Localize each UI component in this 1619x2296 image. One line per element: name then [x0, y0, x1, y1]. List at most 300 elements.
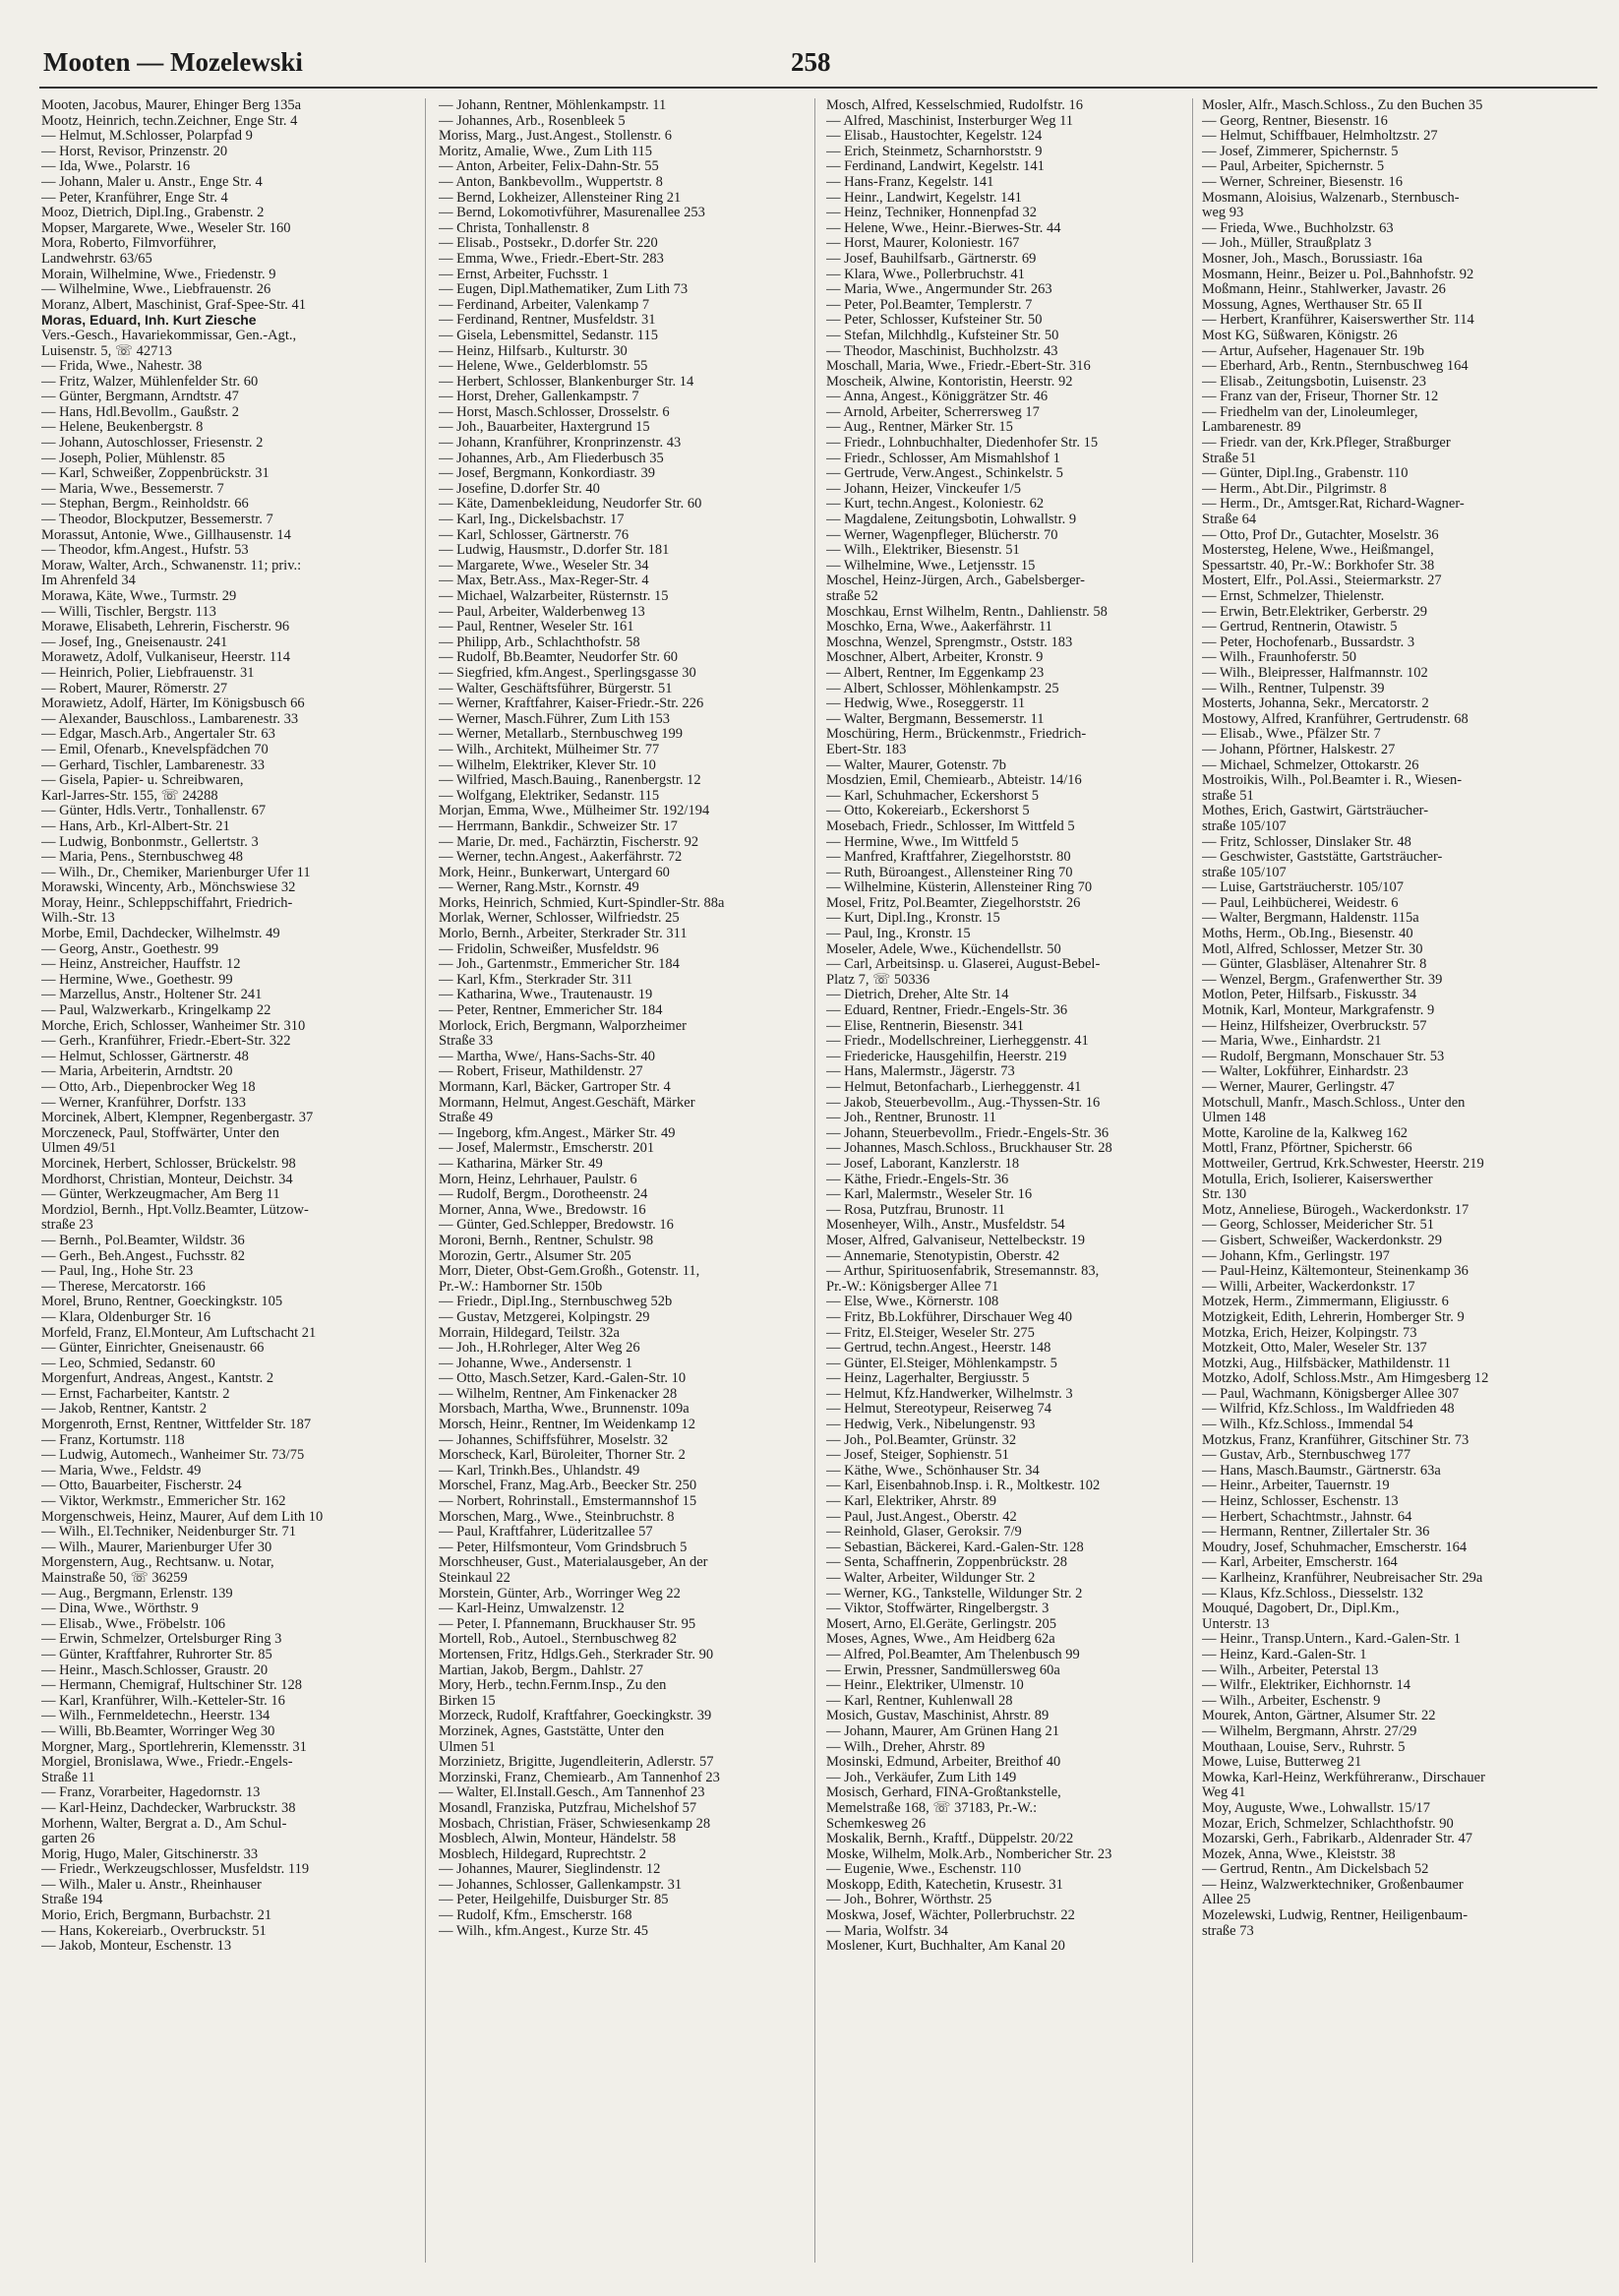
directory-entry: — Margarete, Wwe., Weseler Str. 34 [439, 557, 649, 574]
directory-entry: — Horst, Revisor, Prinzenstr. 20 [41, 143, 228, 159]
directory-entry: Morzeck, Rudolf, Kraftfahrer, Goeckingkstr. 39 [439, 1708, 712, 1724]
directory-entry: Mosenheyer, Wilh., Anstr., Musfeldstr. 54 [826, 1217, 1065, 1234]
directory-entry: — Carl, Arbeitsinsp. u. Glaserei, August-Bebel- [826, 956, 1101, 973]
directory-entry: — Josef, Zimmerer, Spichernstr. 5 [1202, 143, 1399, 159]
directory-entry: Morgiel, Bronislawa, Wwe., Friedr.-Engels- [41, 1754, 293, 1771]
directory-entry: — Franz van der, Friseur, Thorner Str. 12 [1202, 389, 1439, 405]
directory-entry: — Günter, El.Steiger, Möhlenkampstr. 5 [826, 1355, 1057, 1371]
directory-entry: Moritz, Amalie, Wwe., Zum Lith 115 [439, 143, 653, 159]
directory-entry: Straße 64 [1202, 512, 1257, 528]
directory-entry: Moray, Heinr., Schleppschiffahrt, Friedrich- [41, 894, 293, 911]
directory-entry: — Herm., Dr., Amtsger.Rat, Richard-Wagner- [1202, 496, 1465, 513]
directory-entry: — Joh., Rentner, Brunostr. 11 [826, 1110, 996, 1126]
directory-entry: — Wilh., Architekt, Mülheimer Str. 77 [439, 741, 660, 757]
directory-entry: straße 105/107 [1202, 864, 1287, 880]
directory-entry: — Helmut, Schlosser, Gärtnerstr. 48 [41, 1048, 249, 1064]
directory-entry: Mooz, Dietrich, Dipl.Ing., Grabenstr. 2 [41, 205, 265, 221]
directory-entry: Birken 15 [439, 1692, 496, 1709]
directory-entry: — Rudolf, Bb.Beamter, Neudorfer Str. 60 [439, 649, 679, 666]
column-2 [439, 98, 818, 1939]
directory-entry: Morgenfurt, Andreas, Angest., Kantstr. 2 [41, 1370, 274, 1387]
directory-entry: — Hans, Masch.Baumstr., Gärtnerstr. 63a [1202, 1462, 1441, 1479]
column-divider [425, 98, 426, 2263]
directory-entry: — Wilh., Rentner, Tulpenstr. 39 [1202, 680, 1385, 696]
directory-entry: — Franz, Kortumstr. 118 [41, 1431, 185, 1448]
directory-entry: Morschen, Marg., Wwe., Steinbruchstr. 8 [439, 1508, 675, 1525]
directory-entry: Mossung, Agnes, Werthauser Str. 65 II [1202, 296, 1423, 313]
directory-entry: — Manfred, Kraftfahrer, Ziegelhorststr. 80 [826, 849, 1071, 866]
directory-entry: — Paul, Ing., Hohe Str. 23 [41, 1263, 194, 1280]
directory-entry: — Theodor, Maschinist, Buchholzstr. 43 [826, 342, 1058, 359]
directory-entry: — Wilhelmine, Wwe., Letjensstr. 15 [826, 557, 1036, 574]
directory-entry: — Karl, Schuhmacher, Eckershorst 5 [826, 787, 1040, 804]
directory-entry: — Werner, Maurer, Gerlingstr. 47 [1202, 1079, 1395, 1095]
directory-entry: Moschko, Erna, Wwe., Aakerfährstr. 11 [826, 619, 1052, 635]
directory-entry: Morjan, Emma, Wwe., Mülheimer Str. 192/194 [439, 803, 710, 819]
directory-entry: Mosich, Gustav, Maschinist, Ahrstr. 89 [826, 1708, 1049, 1724]
directory-entry: — Peter, Kranführer, Enge Str. 4 [41, 189, 228, 206]
directory-entry: Martian, Jakob, Bergm., Dahlstr. 27 [439, 1662, 643, 1678]
directory-entry: Morrain, Hildegard, Teilstr. 32a [439, 1324, 620, 1341]
directory-entry: — Peter, Hilfsmonteur, Vom Grindsbruch 5 [439, 1539, 688, 1555]
directory-entry: — Therese, Mercatorstr. 166 [41, 1278, 206, 1295]
directory-entry: Schemkesweg 26 [826, 1815, 927, 1832]
directory-entry: — Hans-Franz, Kegelstr. 141 [826, 173, 994, 190]
directory-entry: — Maria, Wolfstr. 34 [826, 1922, 948, 1939]
directory-entry: — Günter, Bergmann, Arndtstr. 47 [41, 389, 239, 405]
directory-entry: — Wilh., El.Techniker, Neidenburger Str. 71 [41, 1524, 297, 1541]
directory-entry: — Walter, Lokführer, Einhardstr. 23 [1202, 1063, 1409, 1080]
directory-entry: Ebert-Str. 183 [826, 741, 907, 757]
directory-entry: — Ludwig, Bonbonmstr., Gellertstr. 3 [41, 833, 259, 850]
directory-entry: — Karl-Heinz, Dachdecker, Warbruckstr. 38 [41, 1799, 296, 1816]
directory-entry: — Ferdinand, Rentner, Musfeldstr. 31 [439, 312, 656, 329]
directory-entry: — Johann, Maurer, Am Grünen Hang 21 [826, 1722, 1060, 1739]
directory-entry: — Käte, Damenbekleidung, Neudorfer Str. 60 [439, 496, 702, 513]
directory-entry: — Dietrich, Dreher, Alte Str. 14 [826, 987, 1009, 1003]
directory-entry: — Ludwig, Hausmstr., D.dorfer Str. 181 [439, 542, 670, 559]
directory-entry: — Klaus, Kfz.Schloss., Diesselstr. 132 [1202, 1585, 1424, 1601]
directory-entry: — Horst, Dreher, Gallenkampstr. 7 [439, 389, 639, 405]
directory-entry: Spessartstr. 40, Pr.-W.: Borkhofer Str. 38 [1202, 557, 1435, 574]
directory-entry: garten 26 [41, 1831, 95, 1847]
directory-entry: Moskwa, Josef, Wächter, Pollerbruchstr. 22 [826, 1907, 1075, 1924]
directory-entry: — Wilh., Kfz.Schloss., Immendal 54 [1202, 1417, 1413, 1433]
directory-entry: Vers.-Gesch., Havariekommissar, Gen.-Agt., [41, 327, 297, 343]
directory-entry: Mora, Roberto, Filmvorführer, [41, 235, 216, 252]
directory-entry: — Hermine, Wwe., Goethestr. 99 [41, 971, 233, 988]
directory-entry: — Ingeborg, kfm.Angest., Märker Str. 49 [439, 1124, 676, 1141]
directory-entry: Morner, Anna, Wwe., Bredowstr. 16 [439, 1201, 646, 1218]
directory-entry: — Paul, Arbeiter, Walderbenweg 13 [439, 603, 645, 620]
directory-entry: — Paul, Ing., Kronstr. 15 [826, 926, 971, 942]
directory-entry: — Norbert, Rohrinstall., Emstermannshof 15 [439, 1493, 697, 1510]
directory-entry: — Johannes, Maurer, Sieglindenstr. 12 [439, 1861, 661, 1878]
directory-entry: — Joh., Bauarbeiter, Haxtergrund 15 [439, 419, 650, 436]
directory-entry: Mosmann, Heinr., Beizer u. Pol.,Bahnhofstr. 92 [1202, 266, 1474, 282]
directory-entry: — Erwin, Pressner, Sandmüllersweg 60a [826, 1662, 1060, 1678]
directory-entry: — Theodor, Blockputzer, Bessemerstr. 7 [41, 512, 273, 528]
directory-entry: — Theodor, kfm.Angest., Hufstr. 53 [41, 542, 249, 559]
directory-entry: — Wilhelm, Elektriker, Klever Str. 10 [439, 756, 656, 773]
directory-entry: Moskopp, Edith, Katechetin, Krusestr. 31 [826, 1876, 1063, 1893]
directory-entry: — Wilhelm, Bergmann, Ahrstr. 27/29 [1202, 1722, 1417, 1739]
directory-entry: — Gustav, Metzgerei, Kolpingstr. 29 [439, 1308, 650, 1325]
directory-entry: Morscheck, Karl, Büroleiter, Thorner Str. 2 [439, 1447, 686, 1464]
directory-entry: Moudry, Josef, Schuhmacher, Emscherstr. 164 [1202, 1539, 1468, 1555]
directory-entry: — Hermann, Chemigraf, Hultschiner Str. 128 [41, 1677, 302, 1694]
directory-entry: — Erich, Steinmetz, Scharnhorststr. 9 [826, 143, 1043, 159]
directory-entry: Steinkaul 22 [439, 1570, 510, 1586]
directory-entry: Mosisch, Gerhard, FINA-Großtankstelle, [826, 1784, 1061, 1801]
directory-entry: — Gertrude, Verw.Angest., Schinkelstr. 5 [826, 465, 1063, 482]
directory-entry: Motte, Karoline de la, Kalkweg 162 [1202, 1124, 1408, 1141]
directory-entry: Mosandl, Franziska, Putzfrau, Michelshof 57 [439, 1799, 697, 1816]
directory-entry: Mosel, Fritz, Pol.Beamter, Ziegelhorststr. 26 [826, 894, 1081, 911]
directory-entry: — Kurt, techn.Angest., Koloniestr. 62 [826, 496, 1045, 513]
directory-entry: — Johann, Steuerbevollm., Friedr.-Engels-Str. 36 [826, 1124, 1109, 1141]
directory-entry: Mostert, Elfr., Pol.Assi., Steiermarkstr. 27 [1202, 573, 1442, 589]
directory-entry: Motzkeit, Otto, Maler, Weseler Str. 137 [1202, 1340, 1427, 1357]
directory-entry: Motz, Anneliese, Bürogeh., Wackerdonkstr. 17 [1202, 1201, 1469, 1218]
directory-entry: — Paul, Walzwerkarb., Kringelkamp 22 [41, 1002, 271, 1019]
directory-entry: — Werner, Schreiner, Biesenstr. 16 [1202, 173, 1403, 190]
directory-entry: — Hermine, Wwe., Im Wittfeld 5 [826, 833, 1019, 850]
directory-entry: — Werner, Masch.Führer, Zum Lith 153 [439, 710, 670, 727]
directory-entry: Wilh.-Str. 13 [41, 910, 115, 927]
directory-entry: — Albert, Schlosser, Möhlenkampstr. 25 [826, 680, 1059, 696]
directory-entry: — Heinz, Walzwerktechniker, Großenbaumer [1202, 1876, 1464, 1893]
directory-entry: — Joh., Pol.Beamter, Grünstr. 32 [826, 1431, 1017, 1448]
directory-entry: — Martha, Wwe/, Hans-Sachs-Str. 40 [439, 1048, 656, 1064]
directory-entry: — Günter, Ged.Schlepper, Bredowstr. 16 [439, 1217, 674, 1234]
directory-entry: — Paul, Leihbücherei, Weidestr. 6 [1202, 894, 1399, 911]
directory-entry: — Bernd, Lokheizer, Allensteiner Ring 21 [439, 189, 682, 206]
directory-entry: — Walter, Arbeiter, Wildunger Str. 2 [826, 1570, 1036, 1586]
directory-entry: Mosebach, Friedr., Schlosser, Im Wittfeld 5 [826, 817, 1075, 834]
directory-entry: — Peter, Rentner, Emmericher Str. 184 [439, 1002, 663, 1019]
directory-entry: Unterstr. 13 [1202, 1615, 1270, 1632]
directory-entry: — Friedr., Modellschreiner, Lierheggenstr. 41 [826, 1033, 1089, 1050]
directory-entry: Morlak, Werner, Schlosser, Wilfriedstr. 25 [439, 910, 680, 927]
directory-entry: — Gertrud, techn.Angest., Heerstr. 148 [826, 1340, 1051, 1357]
directory-entry: Morawa, Käte, Wwe., Turmstr. 29 [41, 588, 237, 604]
directory-entry: Straße 51 [1202, 450, 1257, 466]
directory-entry: Mootz, Heinrich, techn.Zeichner, Enge Str. 4 [41, 112, 298, 129]
directory-entry: — Gertrud, Rentnerin, Otawistr. 5 [1202, 619, 1398, 635]
directory-entry: — Eberhard, Arb., Rentn., Sternbuschweg 164 [1202, 358, 1469, 375]
directory-entry: — Friedhelm van der, Linoleumleger, [1202, 403, 1418, 420]
directory-entry: — Heinr., Elektriker, Ulmenstr. 10 [826, 1677, 1024, 1694]
directory-entry: Mosbach, Christian, Fräser, Schwiesenkamp 28 [439, 1815, 711, 1832]
directory-entry: — Gustav, Arb., Sternbuschweg 177 [1202, 1447, 1411, 1464]
directory-entry: — Wilh., Maurer, Marienburger Ufer 30 [41, 1539, 272, 1555]
directory-entry: Ulmen 148 [1202, 1110, 1266, 1126]
directory-entry: — Marie, Dr. med., Fachärztin, Fischerstr. 92 [439, 833, 699, 850]
directory-entry: — Georg, Schlosser, Meidericher Str. 51 [1202, 1217, 1434, 1234]
directory-entry: Motnik, Karl, Monteur, Markgrafenstr. 9 [1202, 1002, 1435, 1019]
directory-entry: Moranz, Albert, Maschinist, Graf-Spee-Str. 41 [41, 296, 307, 313]
directory-entry: Pr.-W.: Königsberger Allee 71 [826, 1278, 999, 1295]
directory-entry: — Arthur, Spirituosenfabrik, Stresemannstr. 83, [826, 1263, 1100, 1280]
directory-entry: — Friedr., Dipl.Ing., Sternbuschweg 52b [439, 1294, 673, 1310]
directory-entry: — Walter, Geschäftsführer, Bürgerstr. 51 [439, 680, 673, 696]
directory-entry: Mosblech, Alwin, Monteur, Händelstr. 58 [439, 1831, 677, 1847]
directory-entry: Lambarenestr. 89 [1202, 419, 1301, 436]
directory-entry: — Gertrud, Rentn., Am Dickelsbach 52 [1202, 1861, 1429, 1878]
directory-entry: — Peter, I. Pfannemann, Bruckhauser Str. 95 [439, 1615, 696, 1632]
directory-entry: — Bernh., Pol.Beamter, Wildstr. 36 [41, 1232, 245, 1248]
directory-entry: — Wenzel, Bergm., Grafenwerther Str. 39 [1202, 971, 1443, 988]
directory-entry: — Johann, Pförtner, Halskestr. 27 [1202, 741, 1396, 757]
directory-entry: — Heinz, Schlosser, Eschenstr. 13 [1202, 1493, 1399, 1510]
directory-entry: — Wilhelmine, Wwe., Liebfrauenstr. 26 [41, 281, 271, 298]
directory-entry: — Alfred, Pol.Beamter, Am Thelenbusch 99 [826, 1646, 1080, 1662]
directory-entry: — Käthe, Wwe., Schönhauser Str. 34 [826, 1462, 1040, 1479]
directory-entry: — Stefan, Milchhdlg., Kufsteiner Str. 50 [826, 327, 1059, 343]
directory-entry: Mowka, Karl-Heinz, Werkführeranw., Dirschauer [1202, 1769, 1485, 1785]
directory-entry: Motl, Alfred, Schlosser, Metzer Str. 30 [1202, 940, 1423, 957]
directory-entry: — Herrmann, Bankdir., Schweizer Str. 17 [439, 817, 678, 834]
directory-entry: Mory, Herb., techn.Fernm.Insp., Zu den [439, 1677, 667, 1694]
directory-entry: — Fridolin, Schweißer, Musfeldstr. 96 [439, 940, 659, 957]
directory-entry: — Rudolf, Bergmann, Monschauer Str. 53 [1202, 1048, 1445, 1064]
directory-entry: — Hedwig, Verk., Nibelungenstr. 93 [826, 1417, 1036, 1433]
directory-entry: — Rudolf, Kfm., Emscherstr. 168 [439, 1907, 632, 1924]
directory-entry: — Alfred, Maschinist, Insterburger Weg 11 [826, 112, 1074, 129]
directory-entry: Landwehrstr. 63/65 [41, 250, 152, 267]
directory-entry: — Wilfried, Masch.Bauing., Ranenbergstr. 12 [439, 772, 701, 789]
directory-entry: — Josef, Bauhilfsarb., Gärtnerstr. 69 [826, 250, 1037, 267]
directory-entry: Ulmen 51 [439, 1738, 496, 1755]
directory-entry: — Elisab., Wwe., Fröbelstr. 106 [41, 1615, 226, 1632]
directory-entry: — Maria, Wwe., Feldstr. 49 [41, 1462, 202, 1479]
directory-entry: Mothes, Erich, Gastwirt, Gärtsträucher- [1202, 803, 1429, 819]
directory-entry: — Gerhard, Tischler, Lambarenestr. 33 [41, 756, 265, 773]
directory-entry: straße 73 [1202, 1922, 1254, 1939]
directory-entry: — Siegfried, kfm.Angest., Sperlingsgasse 30 [439, 664, 696, 681]
directory-entry: Mouthaan, Louise, Serv., Ruhrstr. 5 [1202, 1738, 1406, 1755]
directory-entry: — Heinr., Transp.Untern., Kard.-Galen-Str. 1 [1202, 1631, 1461, 1648]
directory-entry: — Peter, Heilgehilfe, Duisburger Str. 85 [439, 1892, 669, 1908]
directory-entry: Motzka, Erich, Heizer, Kolpingstr. 73 [1202, 1324, 1417, 1341]
directory-entry: — Eugen, Dipl.Mathematiker, Zum Lith 73 [439, 281, 689, 298]
directory-entry: — Otto, Arb., Diepenbrocker Weg 18 [41, 1079, 256, 1095]
directory-entry: — Willi, Bb.Beamter, Worringer Weg 30 [41, 1722, 275, 1739]
directory-entry: Moske, Wilhelm, Molk.Arb., Nombericher Str. 23 [826, 1845, 1112, 1862]
directory-entry: — Wilh., Fraunhoferstr. 50 [1202, 649, 1357, 666]
directory-entry: Morbe, Emil, Dachdecker, Wilhelmstr. 49 [41, 926, 280, 942]
directory-entry: Morig, Hugo, Maler, Gitschinerstr. 33 [41, 1845, 259, 1862]
directory-entry: Morr, Dieter, Obst-Gem.Großh., Gotenstr. 11, [439, 1263, 700, 1280]
directory-entry: — Helmut, Stereotypeur, Reiserweg 74 [826, 1401, 1051, 1418]
directory-entry: — Gisela, Lebensmittel, Sedanstr. 115 [439, 327, 658, 343]
directory-entry: — Stephan, Bergm., Reinholdstr. 66 [41, 496, 249, 513]
directory-entry: — Aug., Rentner, Märker Str. 15 [826, 419, 1013, 436]
directory-entry: Mosert, Arno, El.Geräte, Gerlingstr. 205 [826, 1615, 1056, 1632]
column-divider [814, 98, 815, 2263]
directory-entry: — Friedr., Werkzeugschlosser, Musfeldstr. 119 [41, 1861, 310, 1878]
directory-entry: — Johannes, Schlosser, Gallenkampstr. 31 [439, 1876, 683, 1893]
directory-entry: — Ernst, Arbeiter, Fuchsstr. 1 [439, 266, 610, 282]
directory-entry: — Wilfrid, Kfz.Schloss., Im Waldfrieden 48 [1202, 1401, 1455, 1418]
directory-entry: — Herbert, Schlosser, Blankenburger Str. 14 [439, 373, 694, 390]
directory-entry: — Luise, Gartsträucherstr. 105/107 [1202, 879, 1404, 896]
directory-entry: — Heinz, Lagerhalter, Bergiusstr. 5 [826, 1370, 1030, 1387]
directory-entry: Moy, Auguste, Wwe., Lohwallstr. 15/17 [1202, 1799, 1430, 1816]
directory-entry: — Karl, Trinkh.Bes., Uhlandstr. 49 [439, 1462, 640, 1479]
directory-entry: — Hans, Arb., Krl-Albert-Str. 21 [41, 817, 230, 834]
directory-entry: — Joh., H.Rohrleger, Alter Weg 26 [439, 1340, 640, 1357]
directory-entry: Morstein, Günter, Arb., Worringer Weg 22 [439, 1585, 681, 1601]
directory-entry: — Robert, Friseur, Mathildenstr. 27 [439, 1063, 643, 1080]
directory-entry: — Heinz, Hilfsarb., Kulturstr. 30 [439, 342, 628, 359]
directory-entry: — Wilh., Elektriker, Biesenstr. 51 [826, 542, 1020, 559]
directory-entry: — Dina, Wwe., Wörthstr. 9 [41, 1601, 199, 1617]
directory-entry: — Jakob, Steuerbevollm., Aug.-Thyssen-Str. 16 [826, 1094, 1101, 1111]
directory-entry: — Paul, Just.Angest., Oberstr. 42 [826, 1508, 1017, 1525]
directory-entry: — Hermann, Rentner, Zillertaler Str. 36 [1202, 1524, 1430, 1541]
directory-entry: Mosdzien, Emil, Chemiearb., Abteistr. 14/16 [826, 772, 1082, 789]
directory-entry: — Johannes, Arb., Am Fliederbusch 35 [439, 450, 664, 466]
directory-entry: — Josefine, D.dorfer Str. 40 [439, 480, 600, 497]
directory-entry: — Karl, Schweißer, Zoppenbrückstr. 31 [41, 465, 270, 482]
directory-entry: Moses, Agnes, Wwe., Am Heidberg 62a [826, 1631, 1055, 1648]
directory-entry: — Paul, Rentner, Weseler Str. 161 [439, 619, 634, 635]
directory-entry: — Johannes, Masch.Schloss., Bruckhauser Str. 28 [826, 1140, 1112, 1157]
directory-entry: — Fritz, Schlosser, Dinslaker Str. 48 [1202, 833, 1411, 850]
directory-entry: Mosler, Alfr., Masch.Schloss., Zu den Buchen 35 [1202, 98, 1483, 113]
directory-entry: — Wilh., Maler u. Anstr., Rheinhauser [41, 1876, 262, 1893]
directory-entry: — Wilh., kfm.Angest., Kurze Str. 45 [439, 1922, 649, 1939]
directory-entry: — Alexander, Bauschloss., Lambarenestr. 33 [41, 710, 299, 727]
directory-entry: — Helmut, Kfz.Handwerker, Wilhelmstr. 3 [826, 1385, 1073, 1402]
directory-entry: — Katharina, Märker Str. 49 [439, 1155, 603, 1172]
directory-entry: — Otto, Masch.Setzer, Kard.-Galen-Str. 10 [439, 1370, 687, 1387]
directory-entry: — Michael, Schmelzer, Ottokarstr. 26 [1202, 756, 1419, 773]
directory-entry: — Karl, Rentner, Kuhlenwall 28 [826, 1692, 1013, 1709]
directory-entry: — Marzellus, Anstr., Holtener Str. 241 [41, 987, 263, 1003]
directory-entry: — Klara, Wwe., Pollerbruchstr. 41 [826, 266, 1025, 282]
directory-entry: — Helene, Wwe., Gelderblomstr. 55 [439, 358, 648, 375]
directory-entry: — Karl, Arbeiter, Emscherstr. 164 [1202, 1554, 1398, 1571]
directory-entry: — Peter, Schlosser, Kufsteiner Str. 50 [826, 312, 1043, 329]
directory-entry: Straße 49 [439, 1110, 494, 1126]
directory-entry: Str. 130 [1202, 1186, 1247, 1203]
directory-entry: Mosch, Alfred, Kesselschmied, Rudolfstr. 16 [826, 98, 1083, 113]
directory-entry: Weg 41 [1202, 1784, 1246, 1801]
directory-entry: Morgenschweis, Heinz, Maurer, Auf dem Lith 10 [41, 1508, 324, 1525]
directory-entry: Morawe, Elisabeth, Lehrerin, Fischerstr. 96 [41, 619, 290, 635]
page-header [43, 47, 1597, 83]
directory-entry: — Willi, Tischler, Bergstr. 113 [41, 603, 216, 620]
directory-entry: — Karlheinz, Kranführer, Neubreisacher Str. 29a [1202, 1570, 1483, 1586]
directory-entry: Moßmann, Heinr., Stahlwerker, Javastr. 26 [1202, 281, 1446, 298]
directory-entry: — Frida, Wwe., Nahestr. 38 [41, 358, 203, 375]
directory-entry: — Georg, Rentner, Biesenstr. 16 [1202, 112, 1388, 129]
directory-entry: — Senta, Schaffnerin, Zoppenbrückstr. 28 [826, 1554, 1067, 1571]
directory-entry: straße 23 [41, 1217, 93, 1234]
directory-entry: Motzek, Herm., Zimmermann, Eligiusstr. 6 [1202, 1294, 1449, 1310]
directory-entry: Moseler, Adele, Wwe., Küchendellstr. 50 [826, 940, 1061, 957]
directory-entry: — Paul-Heinz, Kältemonteur, Steinenkamp 36 [1202, 1263, 1469, 1280]
directory-entry: Moschna, Wenzel, Sprengmstr., Oststr. 183 [826, 634, 1073, 650]
directory-entry: — Werner, Rang.Mstr., Kornstr. 49 [439, 879, 639, 896]
directory-entry: Motulla, Erich, Isolierer, Kaiserswerther [1202, 1171, 1433, 1187]
directory-entry: — Helmut, Schiffbauer, Helmholtzstr. 27 [1202, 128, 1438, 145]
directory-entry: — Robert, Maurer, Römerstr. 27 [41, 680, 228, 696]
directory-entry: — Herbert, Kranführer, Kaiserswerther Str. 114 [1202, 312, 1474, 329]
directory-entry: Mostersteg, Helene, Wwe., Heißmangel, [1202, 542, 1434, 559]
directory-entry: — Joh., Bohrer, Wörthstr. 25 [826, 1892, 992, 1908]
directory-entry: Morn, Heinz, Lehrhauer, Paulstr. 6 [439, 1171, 637, 1187]
directory-entry: Mosblech, Hildegard, Ruprechtstr. 2 [439, 1845, 647, 1862]
directory-entry: — Ferdinand, Arbeiter, Valenkamp 7 [439, 296, 650, 313]
directory-entry: Most KG, Süßwaren, Königstr. 26 [1202, 327, 1398, 343]
directory-entry: — Werner, Metallarb., Sternbuschweg 199 [439, 726, 684, 743]
directory-entry: — Elisab., Postsekr., D.dorfer Str. 220 [439, 235, 658, 252]
directory-entry: — Ida, Wwe., Polarstr. 16 [41, 158, 191, 175]
directory-entry: Morawetz, Adolf, Vulkaniseur, Heerstr. 114 [41, 649, 291, 666]
directory-entry: — Maria, Wwe., Angermunder Str. 263 [826, 281, 1052, 298]
directory-entry: — Josef, Bergmann, Konkordiastr. 39 [439, 465, 656, 482]
directory-entry: Mooten, Jacobus, Maurer, Ehinger Berg 135a [41, 98, 302, 113]
directory-entry: Karl-Jarres-Str. 155, ☏ 24288 [41, 787, 218, 804]
directory-entry: Morsbach, Martha, Wwe., Brunnenstr. 109a [439, 1401, 690, 1418]
directory-entry: Luisenstr. 5, ☏ 42713 [41, 342, 172, 359]
directory-entry: Moroni, Bernh., Rentner, Schulstr. 98 [439, 1232, 654, 1248]
directory-entry: — Johannes, Schiffsführer, Moselstr. 32 [439, 1431, 669, 1448]
directory-entry: Mortensen, Fritz, Hdlgs.Geh., Sterkrader Str. 90 [439, 1646, 714, 1662]
directory-entry: Morawietz, Adolf, Härter, Im Königsbusch 66 [41, 695, 305, 712]
column-divider [1192, 98, 1193, 2263]
directory-entry: — Günter, Werkzeugmacher, Am Berg 11 [41, 1186, 280, 1203]
directory-entry: Moths, Herm., Ob.Ing., Biesenstr. 40 [1202, 926, 1413, 942]
directory-entry: Morzinek, Agnes, Gaststätte, Unter den [439, 1722, 665, 1739]
directory-entry: — Karl-Heinz, Umwalzenstr. 12 [439, 1601, 625, 1617]
directory-entry: Mowe, Luise, Butterweg 21 [1202, 1754, 1362, 1771]
directory-entry: Mozek, Anna, Wwe., Kleiststr. 38 [1202, 1845, 1396, 1862]
directory-entry: — Jakob, Monteur, Eschenstr. 13 [41, 1938, 232, 1955]
directory-entry: — Peter, Hochofenarb., Bussardstr. 3 [1202, 634, 1415, 650]
directory-entry: — Hans, Hdl.Bevollm., Gaußstr. 2 [41, 403, 239, 420]
directory-entry: — Edgar, Masch.Arb., Angertaler Str. 63 [41, 726, 275, 743]
directory-entry: — Georg, Anstr., Goethestr. 99 [41, 940, 219, 957]
directory-entry: — Käthe, Friedr.-Engels-Str. 36 [826, 1171, 1009, 1187]
directory-entry: Morlo, Bernh., Arbeiter, Sterkrader Str. 311 [439, 926, 688, 942]
directory-entry: — Walter, Bergmann, Bessemerstr. 11 [826, 710, 1045, 727]
directory-entry: — Werner, KG., Tankstelle, Wildunger Str. 2 [826, 1585, 1083, 1601]
directory-entry: Morzinietz, Brigitte, Jugendleiterin, Adlerstr. 57 [439, 1754, 714, 1771]
directory-entry: — Artur, Aufseher, Hagenauer Str. 19b [1202, 342, 1424, 359]
page-number: 258 [791, 47, 831, 77]
directory-entry: Morzinski, Franz, Chemiearb., Am Tannenhof 23 [439, 1769, 720, 1785]
page-title: Mooten — Mozelewski [43, 47, 303, 77]
directory-entry: — Katharina, Wwe., Trautenaustr. 19 [439, 987, 653, 1003]
directory-entry: — Wilhelmine, Küsterin, Allensteiner Ring 70 [826, 879, 1093, 896]
directory-entry: Moschall, Maria, Wwe., Friedr.-Ebert-Str. 316 [826, 358, 1091, 375]
directory-entry: — Karl, Elektriker, Ahrstr. 89 [826, 1493, 996, 1510]
directory-entry: — Josef, Ing., Gneisenaustr. 241 [41, 634, 228, 650]
directory-entry: Morozin, Gertr., Alsumer Str. 205 [439, 1247, 631, 1264]
directory-entry: — Johann, Rentner, Möhlenkampstr. 11 [439, 98, 667, 113]
directory-entry: — Johannes, Arb., Rosenbleek 5 [439, 112, 626, 129]
directory-entry: — Viktor, Werkmstr., Emmericher Str. 162 [41, 1493, 286, 1510]
directory-entry: Mosterts, Johanna, Sekr., Mercatorstr. 2 [1202, 695, 1429, 712]
directory-entry: — Paul, Arbeiter, Spichernstr. 5 [1202, 158, 1385, 175]
directory-entry: — Emma, Wwe., Friedr.-Ebert-Str. 283 [439, 250, 664, 267]
directory-entry: Morio, Erich, Bergmann, Burbachstr. 21 [41, 1907, 272, 1924]
